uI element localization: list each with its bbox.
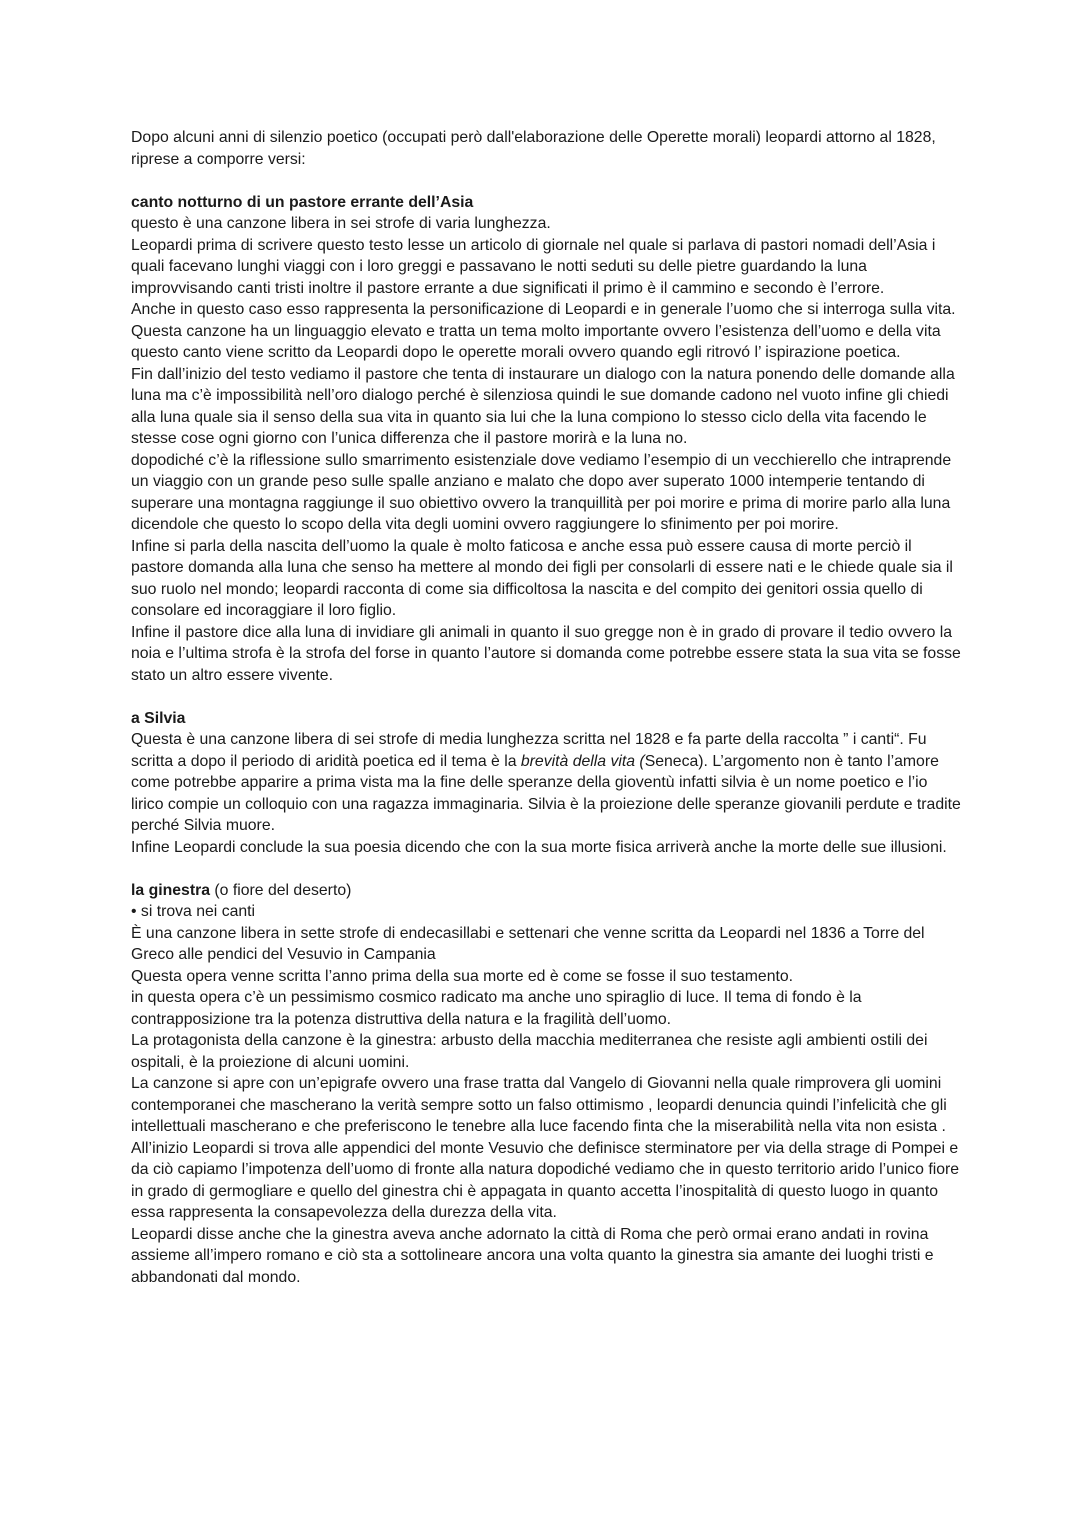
ginestra-title: la ginestra xyxy=(131,881,211,899)
silvia-text: Questa è una canzone libera di sei strofe di media lunghezza scritta nel 1828 e fa parte della raccolta ” i canti“. Fu scritta a dopo il periodo di aridità poetica ed il tema è la xyxy=(131,731,927,770)
canto-paragraph: questo è una canzone libera in sei strofe di varia lunghezza. xyxy=(131,215,551,232)
ginestra-bullet: • si trova nei canti xyxy=(131,903,256,920)
ginestra-paragraph: Leopardi disse anche che la ginestra aveva anche adornato la città di Roma che però ormai erano andati in rovina assieme all’impero romano e ciò sta a sottolineare ancora una volta quanto la ginestra sia amante dei luoghi tristi e abbandonati dal mondo. xyxy=(131,1225,934,1286)
canto-paragraph: dopodiché c’è la riflessione sullo smarrimento esistenziale dove vediamo l’esempio di un vecchierello che intraprende un viaggio con un grande peso sulle spalle anziano e malato che dopo aver superato 1000 intemperie tentando di superare una montagna raggiunge il suo obiettivo ovvero la tranquillità per poi morire e prima di morire parlo alla luna dicendole che questo lo scopo della vita degli uomini ovvero raggiungere lo sfinimento per poi morire. xyxy=(131,451,952,533)
canto-heading: canto notturno di un pastore errante dell’Asia xyxy=(131,193,474,211)
silvia-text: Seneca). L’argomento non è tanto l’amore come potrebbe apparire a prima vista ma la fine delle speranze della gioventù infatti silvia è un nome poetico e l’io lirico compie un colloquio con una ragazza immaginaria. Silvia è la proiezione delle speranze giovanili perdute e tradite perché Silvia muore. xyxy=(131,752,961,834)
ginestra-paragraph: La protagonista della canzone è la ginestra: arbusto della macchia mediterranea che resiste agli ambienti ostili dei ospitali, è la proiezione di alcuni uomini. xyxy=(131,1032,928,1071)
spacer xyxy=(131,170,961,192)
ginestra-paragraph: La canzone si apre con un’epigrafe ovvero una frase tratta dal Vangelo di Giovanni nella quale rimprovera gli uomini contemporanei che mascherano la verità sempre sotto un falso ottimismo , leopardi denuncia quindi l’infelicità che gli intellettuali mascherano e che preferiscono le tenebre alla luce facendo finta che la miserabilità nella vita non esista . xyxy=(131,1075,947,1135)
ginestra-paragraph: È una canzone libera in sette strofe di endecasillabi e settenari che venne scritta da Leopardi nel 1836 a Torre del Greco alle pendici del Vesuvio in Campania xyxy=(131,924,925,963)
silvia-paragraph xyxy=(131,729,961,837)
intro-paragraph: Dopo alcuni anni di silenzio poetico (occupati però dall'elaborazione delle Operette morali) leopardi attorno al 1828, riprese a comporre versi: xyxy=(131,129,936,168)
canto-paragraph: Fin dall’inizio del testo vediamo il pastore che tenta di instaurare un dialogo con la natura ponendo delle domande alla luna ma c’è impossibilità nell’oro dialogo perché è silenziosa quindi le sue domande cadono nel vuoto infine gli chiedi alla luna quale sia il senso della sua vita in quanto sia lui che la luna compiono lo stesso ciclo della vita facendo le stesse cose ogni giorno con l’unica differenza che il pastore morirà e la luna no. xyxy=(131,365,955,447)
canto-paragraph: Infine si parla della nascita dell’uomo la quale è molto faticosa e anche essa può essere causa di morte perciò il pastore domanda alla luna che senso ha mettere al mondo dei figli per consolarli di essere nati e le chiede quale sia il suo ruolo nel mondo; leopardi racconta di come sia difficoltosa la nascita e del compito dei genitori ossia quello di consolare ed incoraggiare il loro figlio. xyxy=(131,537,953,619)
ginestra-paragraph: in questa opera c’è un pessimismo cosmico radicato ma anche uno spiraglio di luce. Il tema di fondo è la contrapposizione tra la potenza distruttiva della natura e la fragilità dell’uomo. xyxy=(131,989,862,1028)
spacer xyxy=(131,858,961,880)
canto-paragraph: Anche in questo caso esso rappresenta la personificazione di Leopardi e in generale l’uomo che si interroga sulla vita. Questa canzone ha un linguaggio elevato e tratta un tema molto importante ovvero l’esistenza dell’uomo e della vita questo canto viene scritto da Leopardi dopo le operette morali ovvero quando egli ritrovó l’ ispirazione poetica. xyxy=(131,301,956,361)
ginestra-paragraph: All’inizio Leopardi si trova alle appendici del monte Vesuvio che definisce sterminatore per via della strage di Pompei e da ciò capiamo l’impotenza dell’uomo di fronte alla natura dopodiché vediamo che in questo territorio arido l’unico fiore in grado di germogliare e quello del ginestra chi è appagata in quanto accetta l’inospitalità di questo luogo in quanto essa rappresenta la consapevolezza della durezza della vita. xyxy=(131,1139,960,1221)
canto-paragraph: Leopardi prima di scrivere questo testo lesse un articolo di giornale nel quale si parlava di pastori nomadi dell’Asia i quali facevano lunghi viaggi con i loro greggi e passavano le notti seduti su delle pietre guardando la luna improvvisando canti tristi inoltre il pastore errante a due significati il primo è il cammino e secondo è l’errore. xyxy=(131,236,936,297)
ginestra-heading xyxy=(131,880,961,902)
silvia-italic-text: brevità della vita ( xyxy=(520,752,645,770)
silvia-paragraph: Infine Leopardi conclude la sua poesia dicendo che con la sua morte fisica arriverà anche la morte delle sue illusioni. xyxy=(131,838,947,856)
ginestra-subtitle: (o fiore del deserto) xyxy=(210,881,352,899)
spacer xyxy=(131,686,961,708)
document-page xyxy=(131,127,961,1288)
ginestra-paragraph: Questa opera venne scritta l’anno prima della sua morte ed è come se fosse il suo testamento. xyxy=(131,967,794,985)
canto-paragraph: Infine il pastore dice alla luna di invidiare gli animali in quanto il suo gregge non è in grado di provare il tedio ovvero la noia e l’ultima strofa è la strofa del forse in quanto l’autore si domanda come potrebbe essere stata la sua vita se fosse stato un altro essere vivente. xyxy=(131,623,961,684)
silvia-heading: a Silvia xyxy=(131,709,186,727)
